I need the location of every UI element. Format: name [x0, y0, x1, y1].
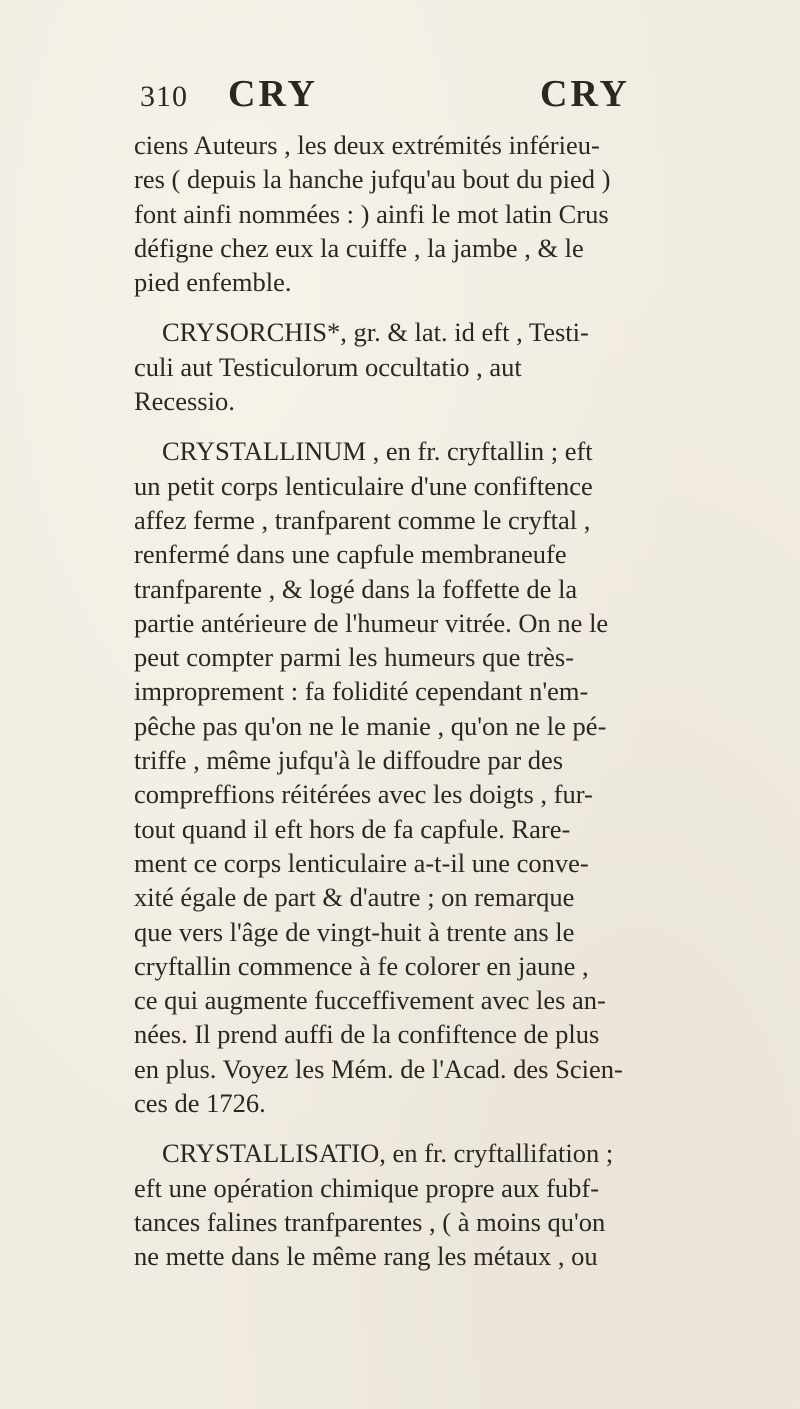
text-line: un petit corps lenticulaire d'une confiftence — [134, 470, 593, 501]
text-line: ne mette dans le même rang les métaux , ou — [134, 1241, 598, 1272]
text-line: nées. Il prend auffi de la confiftence de plus — [134, 1019, 600, 1050]
text-line: partie antérieure de l'humeur vitrée. On ne le — [134, 607, 609, 638]
entry-crysorchis — [134, 315, 774, 418]
text-line: pied enfemble. — [134, 267, 292, 298]
text-line: pêche pas qu'on ne le manie , qu'on ne le pé- — [134, 710, 607, 741]
text-line: renfermé dans une capfule membraneufe — [134, 539, 567, 570]
text-line: compreffions réitérées avec les doigts , fur- — [134, 779, 593, 810]
text-line: tranfparente , & logé dans la foffette de la — [134, 573, 578, 604]
text-line: eft une opération chimique propre aux fubf- — [134, 1172, 600, 1203]
running-head-right: CRY — [540, 73, 630, 115]
text-line: improprement : fa folidité cependant n'em- — [134, 676, 589, 707]
text-line: CRYSTALLINUM , en fr. cryftallin ; eft — [162, 436, 593, 467]
page-number: 310 — [140, 80, 188, 113]
text-line: cryftallin commence à fe colorer en jaune , — [134, 950, 589, 981]
text-line: affez ferme , tranfparent comme le cryftal , — [134, 504, 591, 535]
running-head-left: CRY — [228, 73, 318, 115]
text-line: ciens Auteurs , les deux extrémités inférieu- — [134, 130, 600, 160]
text-line: CRYSTALLISATIO, en fr. cryftallifation ; — [162, 1138, 614, 1169]
text-line: font ainfi nommées : ) ainfi le mot latin Crus — [134, 198, 609, 229]
text-line: Recessio. — [134, 386, 235, 417]
text-line: peut compter parmi les humeurs que très- — [134, 642, 575, 673]
text-line: ment ce corps lenticulaire a-t-il une conve- — [134, 847, 589, 878]
text-line: défigne chez eux la cuiffe , la jambe , & le — [134, 232, 584, 263]
entry-crystallinum — [134, 434, 774, 1120]
text-line: res ( depuis la hanche jufqu'au bout du pied ) — [134, 164, 611, 195]
text-line: culi aut Testiculorum occultatio , aut — [134, 351, 522, 382]
text-line: que vers l'âge de vingt-huit à trente ans le — [134, 916, 575, 947]
text-line: ce qui augmente fucceffivement avec les an- — [134, 985, 606, 1016]
running-header — [140, 72, 740, 122]
text-line: CRYSORCHIS*, gr. & lat. id eft , Testi- — [162, 317, 589, 348]
text-line: triffe , même jufqu'à le diffoudre par des — [134, 745, 564, 776]
entry-continuation — [134, 128, 774, 299]
body-text — [134, 128, 774, 1274]
text-line: tances falines tranfparentes , ( à moins qu'on — [134, 1206, 606, 1237]
text-line: ces de 1726. — [134, 1088, 266, 1119]
entry-crystallisatio — [134, 1136, 774, 1273]
text-line: tout quand il eft hors de fa capfule. Rare- — [134, 813, 571, 844]
text-line: xité égale de part & d'autre ; on remarque — [134, 882, 575, 913]
text-line: en plus. Voyez les Mém. de l'Acad. des Scien- — [134, 1053, 623, 1084]
